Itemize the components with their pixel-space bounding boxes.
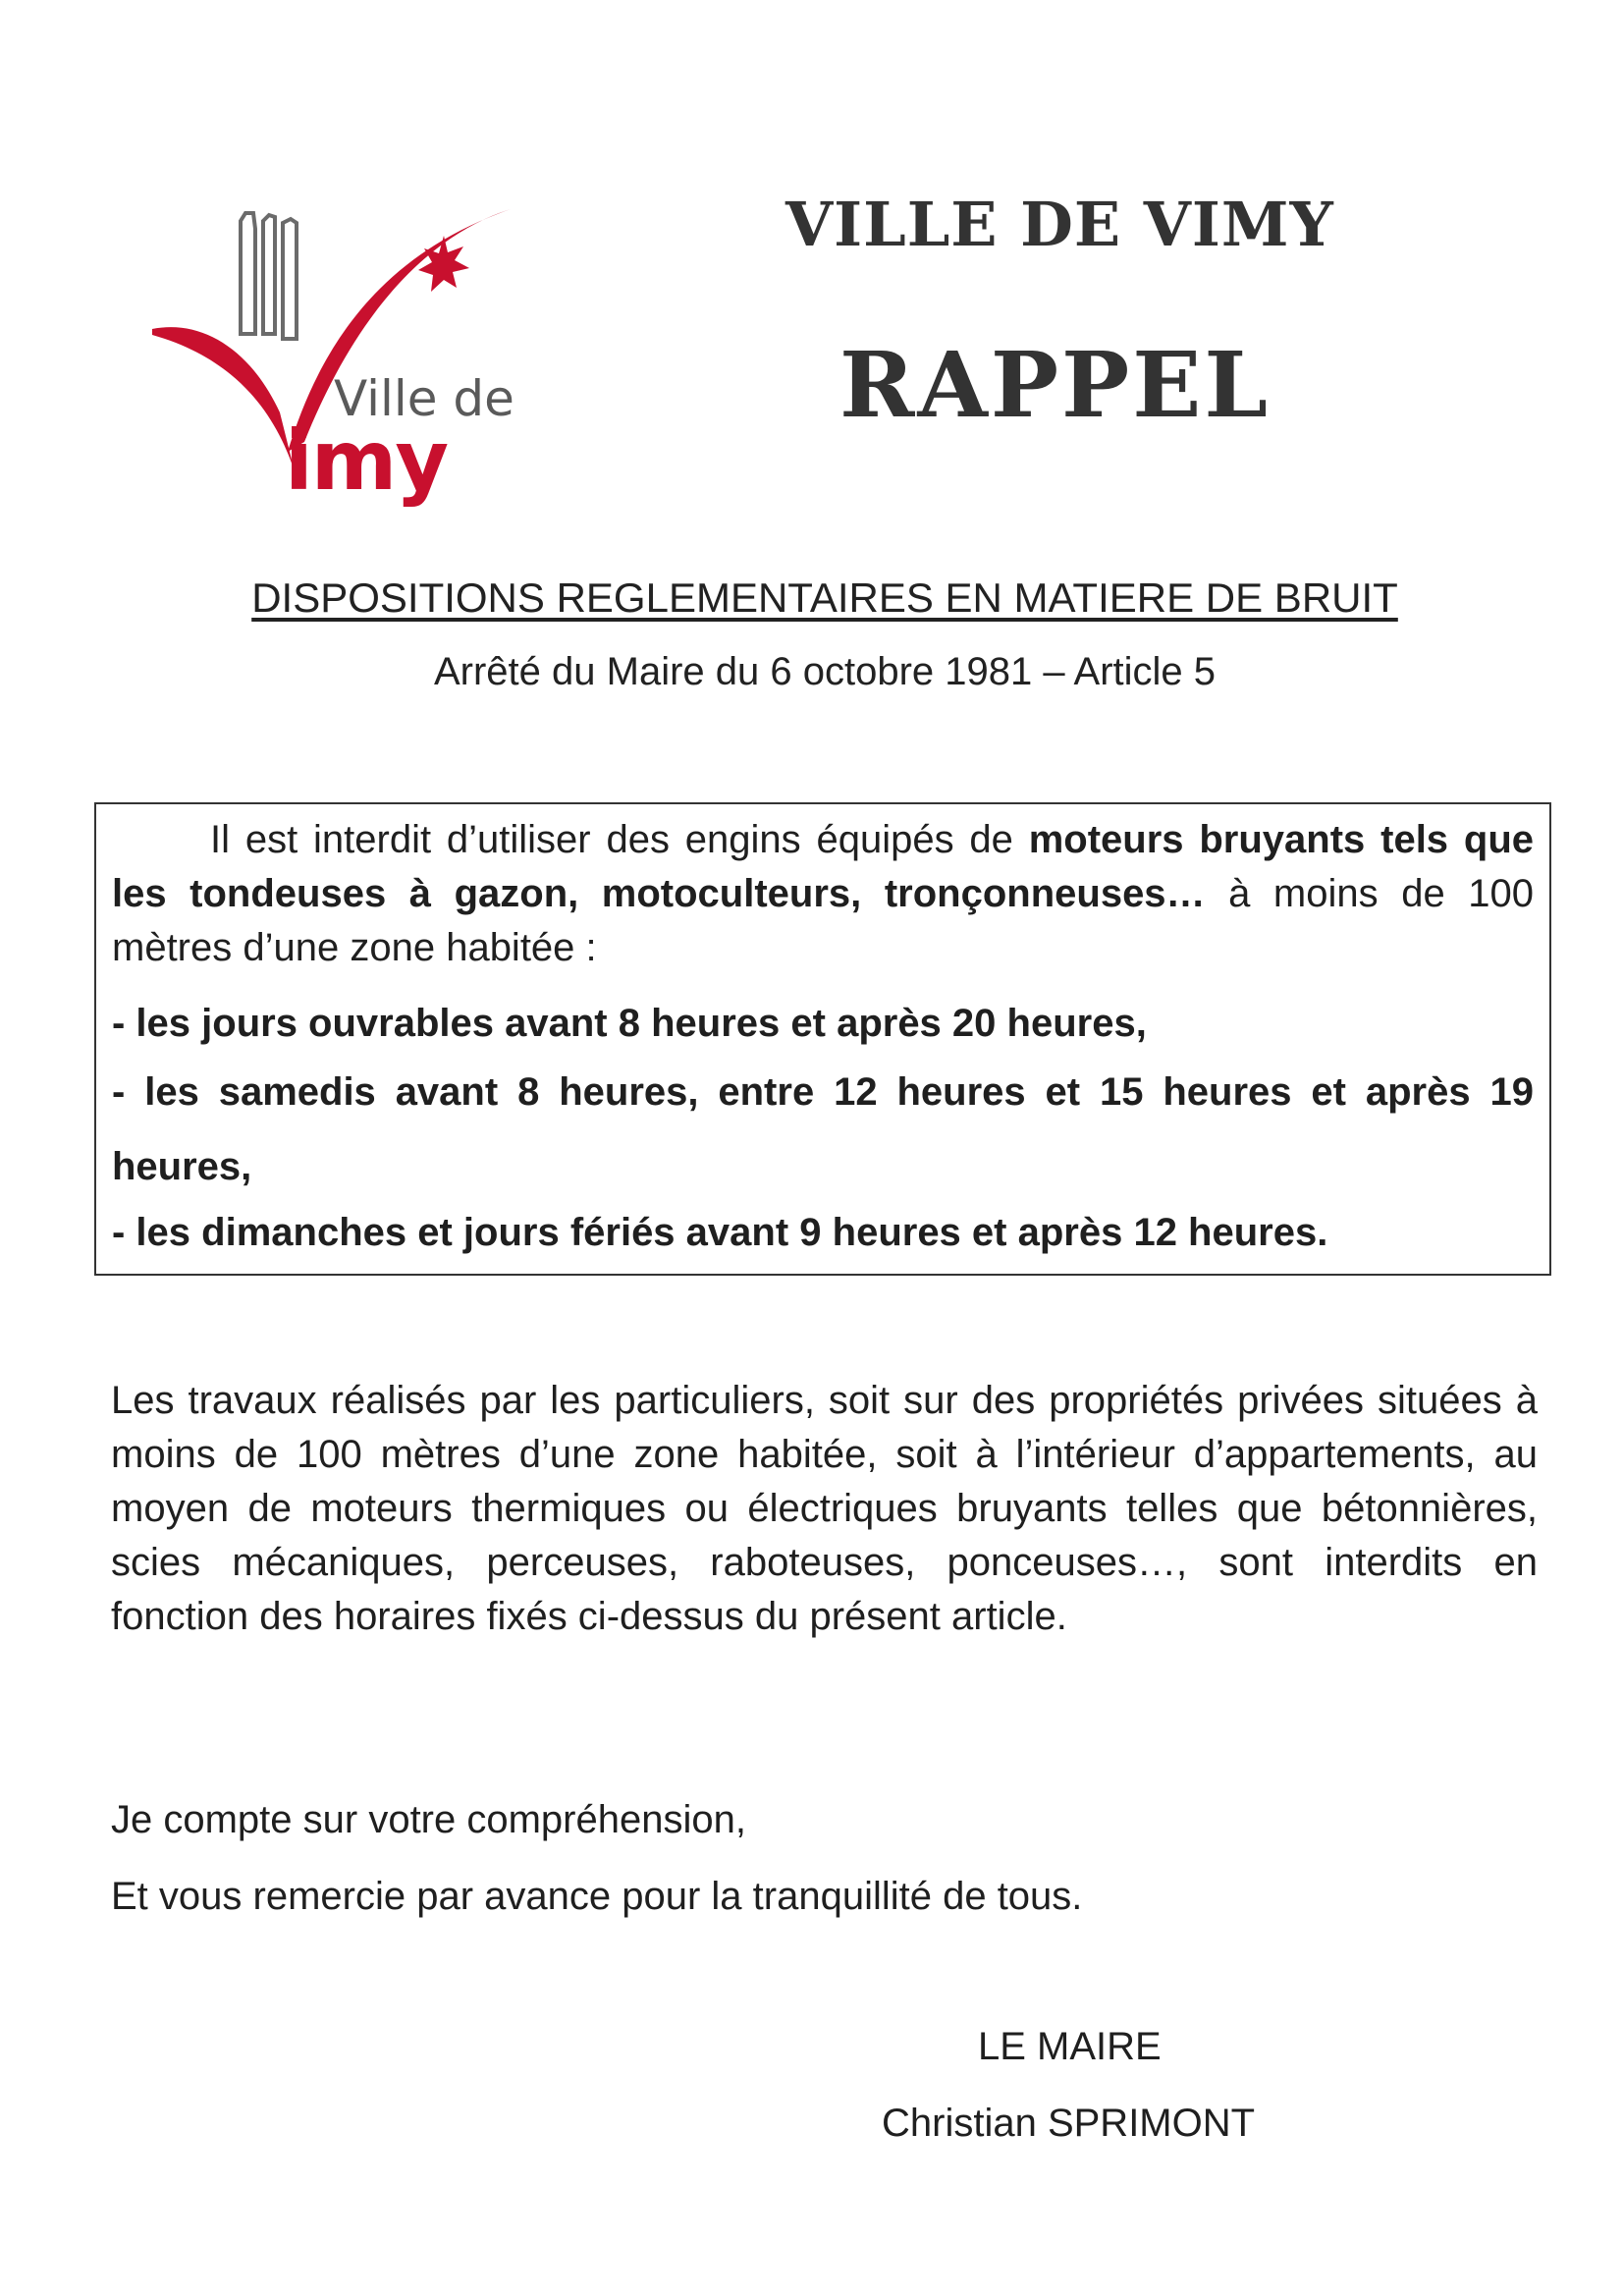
- regulation-intro: [112, 813, 1534, 975]
- regulation-box: [94, 802, 1551, 1276]
- logo-text-ville-de: Ville de: [334, 370, 514, 427]
- town-title: VILLE DE VIMY: [785, 189, 1334, 260]
- rule-saturdays: - les samedis avant 8 heures, entre 12 heures et 15 heures et après 19 heures,: [112, 1070, 1534, 1188]
- works-paragraph: Les travaux réalisés par les particuliers, soit sur des propriétés privées situées à moins de 100 mètres d’une zone habitée, soit à l’intérieur d’appartements, au moyen de moteurs thermiques ou électriques bruyants telles que bétonnières, scies mécaniques, perceuses, raboteuses, ponceuses…, sont interdits en fonction des horaires fixés ci-dessus du présent article.: [111, 1379, 1538, 1638]
- vimy-logo: [147, 201, 520, 516]
- signature-name: Christian SPRIMONT: [882, 2102, 1256, 2145]
- intro-text-a: Il est interdit d’utiliser des engins équipés de: [210, 818, 1029, 861]
- page-title: RAPPEL: [839, 332, 1271, 438]
- intro-bold-text: moteurs bruyants tels que les tondeuses à gazon, motoculteurs, tronçonneuses…: [112, 818, 1534, 915]
- decree-reference: Arrêté du Maire du 6 octobre 1981 – Article 5: [433, 650, 1216, 693]
- closing-line-1: Je compte sur votre compréhension,: [111, 1798, 746, 1841]
- maple-leaf-icon: [418, 236, 469, 292]
- intro-text-b: à moins de 100 mètres d’une zone habitée :: [112, 872, 1534, 969]
- rule-weekdays: - les jours ouvrables avant 8 heures et après 20 heures,: [112, 1002, 1147, 1045]
- rule-sundays: - les dimanches et jours fériés avant 9 heures et après 12 heures.: [112, 1211, 1328, 1254]
- signature-title: LE MAIRE: [978, 2025, 1162, 2068]
- section-heading: DISPOSITIONS REGLEMENTAIRES EN MATIERE DE BRUIT: [251, 574, 1398, 621]
- closing-line-2: Et vous remercie par avance pour la tranquillité de tous.: [111, 1875, 1083, 1918]
- logo-text-imy: imy: [285, 412, 448, 509]
